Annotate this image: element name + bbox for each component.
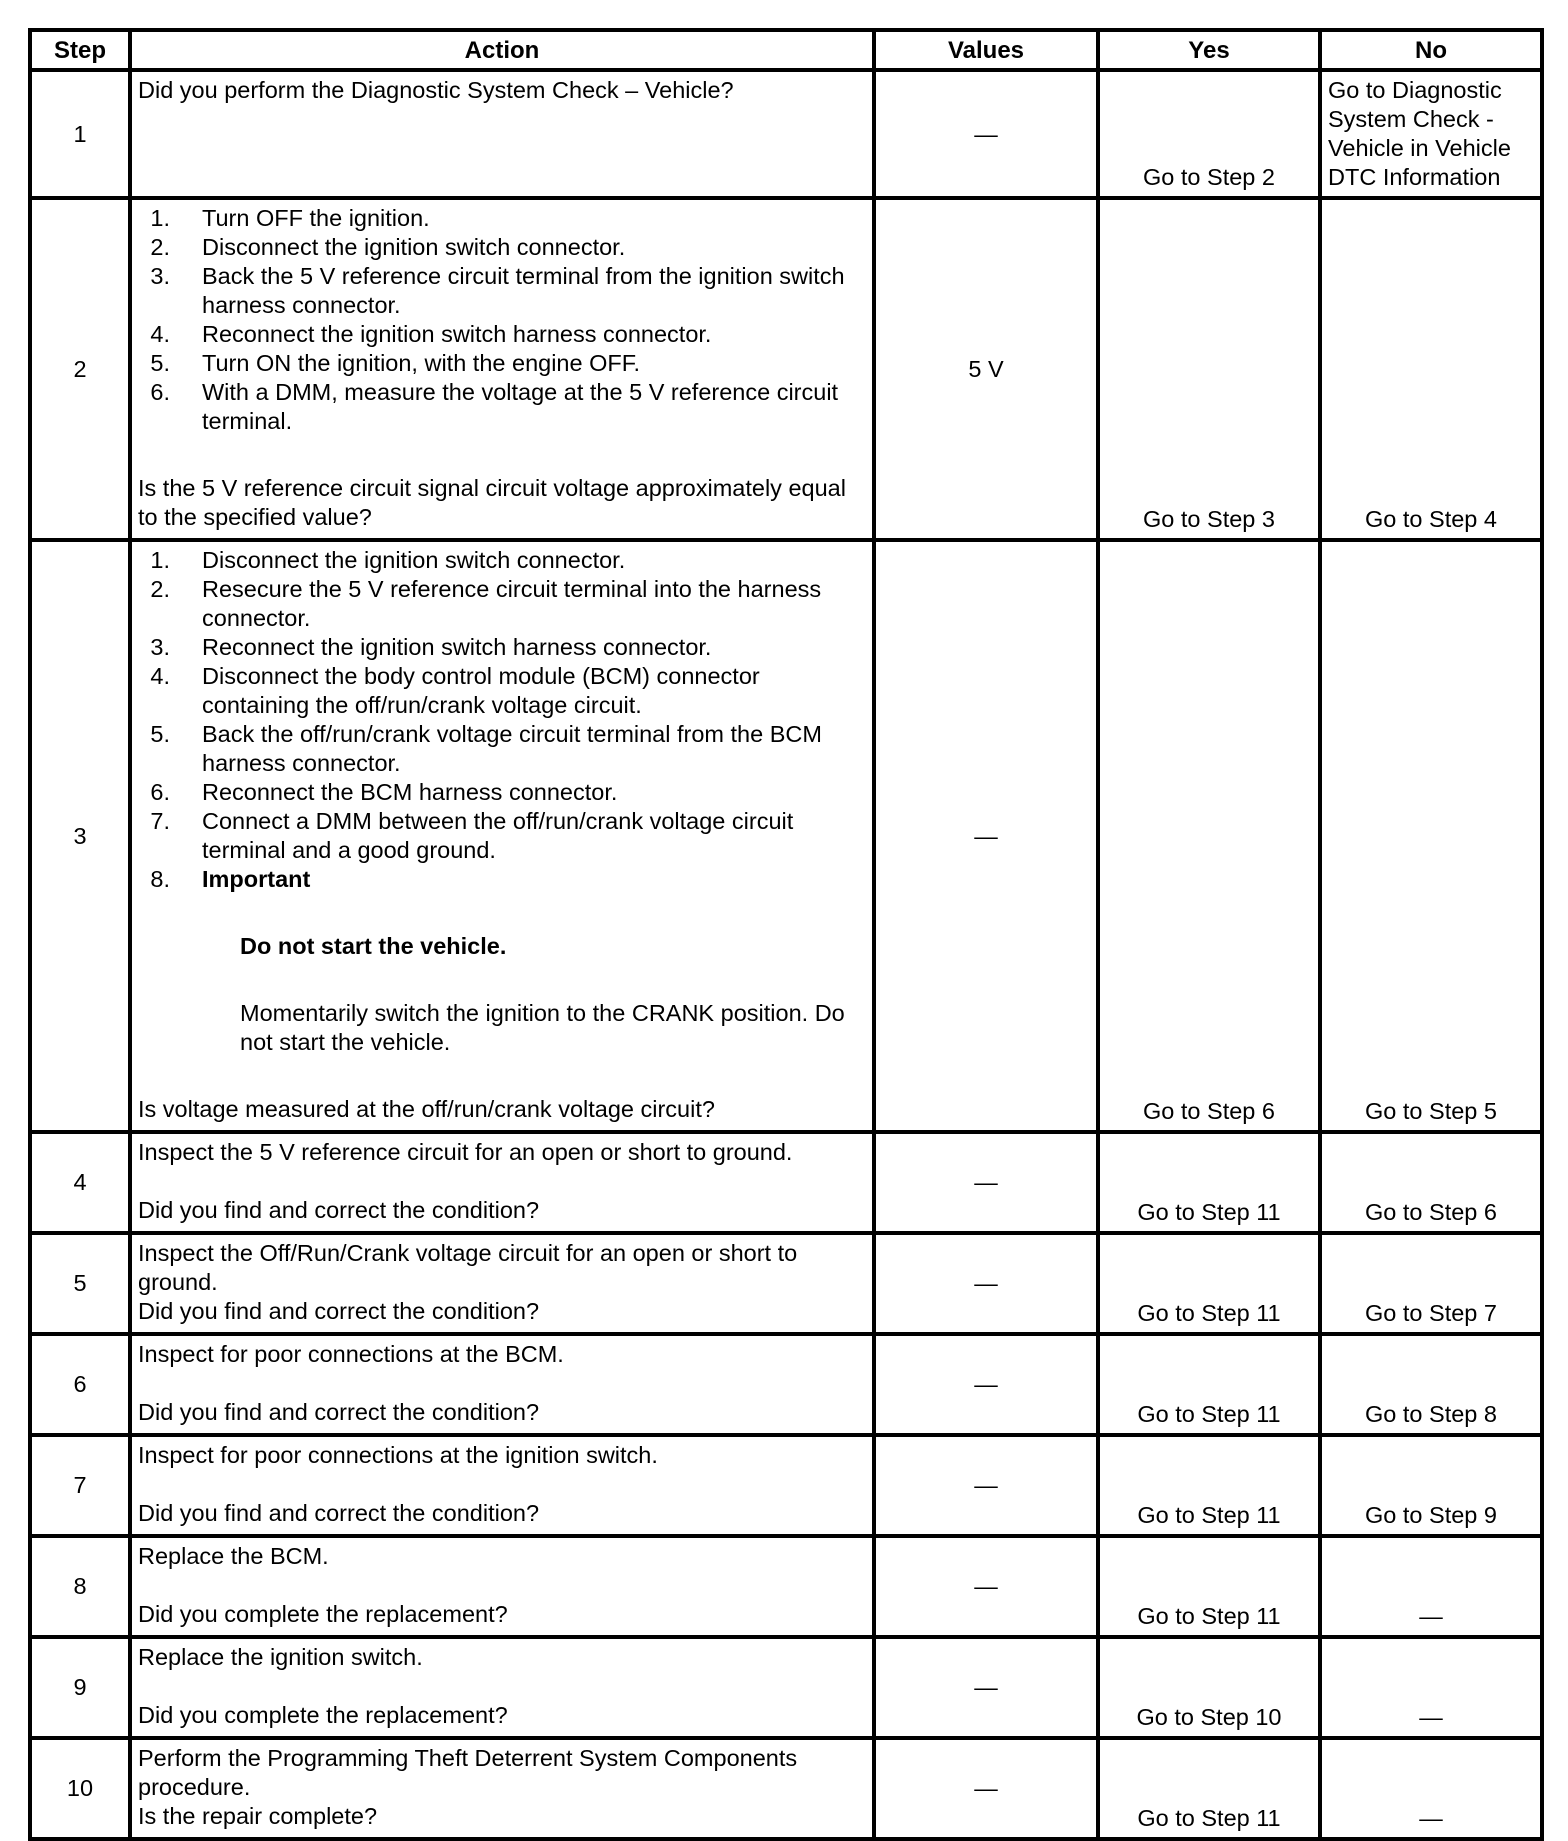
yes-cell: Go to Step 3	[1098, 198, 1320, 540]
item-number: 3.	[150, 634, 170, 660]
value-cell: —	[874, 1233, 1098, 1334]
action-text: Inspect for poor connections at the ignition switch.	[138, 1442, 658, 1468]
action-question: Did you perform the Diagnostic System Check – Vehicle?	[138, 77, 734, 103]
table-row	[30, 1132, 1542, 1233]
no-cell: —	[1320, 1738, 1542, 1839]
yes-cell: Go to Step 11	[1098, 1233, 1320, 1334]
no-cell: Go to Step 6	[1320, 1132, 1542, 1233]
action-question: Did you find and correct the condition?	[138, 1197, 540, 1223]
action-question: Did you find and correct the condition?	[138, 1399, 540, 1425]
table-row	[30, 1536, 1542, 1637]
item-text: Disconnect the ignition switch connector.	[202, 547, 626, 573]
important-label: Important	[202, 866, 311, 892]
no-line: DTC Information	[1328, 164, 1501, 190]
value-cell: —	[874, 1334, 1098, 1435]
item-number: 5.	[150, 721, 170, 747]
table-row	[30, 1637, 1542, 1738]
item-number: 5.	[150, 350, 170, 376]
item-text: With a DMM, measure the voltage at the 5 V reference circuit terminal.	[202, 379, 839, 434]
list-item	[138, 778, 866, 807]
yes-cell: Go to Step 11	[1098, 1435, 1320, 1536]
action-cell	[130, 1233, 874, 1334]
item-number: 4.	[150, 663, 170, 689]
action-cell	[130, 198, 874, 540]
action-text: Replace the ignition switch.	[138, 1644, 423, 1670]
step-number: 6	[30, 1334, 130, 1435]
list-item	[138, 865, 866, 894]
list-item	[138, 262, 866, 320]
value-cell: —	[874, 1435, 1098, 1536]
value-cell: 5 V	[874, 198, 1098, 540]
action-text: Inspect the Off/Run/Crank voltage circuit for an open or short to ground.	[138, 1240, 798, 1295]
action-cell	[130, 70, 874, 198]
table-row	[30, 1738, 1542, 1839]
header-action: Action	[130, 30, 874, 70]
table-row	[30, 198, 1542, 540]
yes-cell: Go to Step 2	[1098, 70, 1320, 198]
list-item	[138, 662, 866, 720]
step-number: 3	[30, 540, 130, 1132]
important-note: Do not start the vehicle.	[240, 933, 507, 959]
item-number: 4.	[150, 321, 170, 347]
yes-cell: Go to Step 6	[1098, 540, 1320, 1132]
value-cell: —	[874, 1637, 1098, 1738]
header-row	[30, 30, 1542, 70]
header-values: Values	[874, 30, 1098, 70]
yes-cell: Go to Step 11	[1098, 1536, 1320, 1637]
table-row	[30, 1233, 1542, 1334]
action-question: Did you find and correct the condition?	[138, 1298, 540, 1324]
action-text: Inspect for poor connections at the BCM.	[138, 1341, 564, 1367]
header-yes: Yes	[1098, 30, 1320, 70]
list-item	[138, 233, 866, 262]
item-text: Resecure the 5 V reference circuit terminal into the harness connector.	[202, 576, 822, 631]
action-question: Did you complete the replacement?	[138, 1702, 508, 1728]
no-cell: Go to Step 7	[1320, 1233, 1542, 1334]
list-item	[138, 546, 866, 575]
action-question: Did you complete the replacement?	[138, 1601, 508, 1627]
no-line: System Check -	[1328, 106, 1494, 132]
list-item	[138, 320, 866, 349]
step-number: 1	[30, 70, 130, 198]
item-number: 2.	[150, 576, 170, 602]
step-number: 10	[30, 1738, 130, 1839]
item-number: 2.	[150, 234, 170, 260]
table-row	[30, 1435, 1542, 1536]
no-cell: Go to Step 8	[1320, 1334, 1542, 1435]
item-number: 8.	[150, 866, 170, 892]
item-text: Back the 5 V reference circuit terminal from the ignition switch harness connector.	[202, 263, 845, 318]
no-cell: —	[1320, 1637, 1542, 1738]
list-item	[138, 575, 866, 633]
list-item	[138, 204, 866, 233]
item-text: Disconnect the body control module (BCM) connector containing the off/run/crank voltage circuit.	[202, 663, 760, 718]
no-line: Go to Diagnostic	[1328, 77, 1502, 103]
yes-cell: Go to Step 11	[1098, 1132, 1320, 1233]
item-text: Turn OFF the ignition.	[202, 205, 430, 231]
important-text: Momentarily switch the ignition to the CRANK position. Do not start the vehicle.	[240, 1000, 845, 1055]
value-cell: —	[874, 1738, 1098, 1839]
step-number: 9	[30, 1637, 130, 1738]
list-item	[138, 633, 866, 662]
action-cell	[130, 1536, 874, 1637]
value-cell: —	[874, 1536, 1098, 1637]
item-text: Reconnect the ignition switch harness connector.	[202, 634, 712, 660]
no-cell: Go to Step 9	[1320, 1435, 1542, 1536]
action-cell	[130, 1637, 874, 1738]
diagnostic-table-page	[28, 28, 1540, 1841]
action-question: Is the 5 V reference circuit signal circuit voltage approximately equal to the specified value?	[138, 475, 846, 530]
value-cell: —	[874, 540, 1098, 1132]
header-step: Step	[30, 30, 130, 70]
step-number: 8	[30, 1536, 130, 1637]
action-cell	[130, 1435, 874, 1536]
item-text: Back the off/run/crank voltage circuit terminal from the BCM harness connector.	[202, 721, 822, 776]
item-text: Reconnect the ignition switch harness connector.	[202, 321, 712, 347]
value-cell: —	[874, 1132, 1098, 1233]
item-text: Reconnect the BCM harness connector.	[202, 779, 618, 805]
item-text: Connect a DMM between the off/run/crank voltage circuit terminal and a good ground.	[202, 808, 794, 863]
list-item	[138, 720, 866, 778]
list-item	[138, 349, 866, 378]
list-item	[138, 807, 866, 865]
header-no: No	[1320, 30, 1542, 70]
action-question: Is the repair complete?	[138, 1803, 378, 1829]
step-number: 5	[30, 1233, 130, 1334]
item-number: 7.	[150, 808, 170, 834]
no-cell: Go to Step 4	[1320, 198, 1542, 540]
yes-cell: Go to Step 11	[1098, 1334, 1320, 1435]
action-text: Inspect the 5 V reference circuit for an open or short to ground.	[138, 1139, 793, 1165]
diagnostic-steps-table	[28, 28, 1544, 1841]
action-cell	[130, 1334, 874, 1435]
item-number: 3.	[150, 263, 170, 289]
no-cell: Go to Step 5	[1320, 540, 1542, 1132]
item-number: 6.	[150, 379, 170, 405]
action-cell	[130, 540, 874, 1132]
table-row	[30, 540, 1542, 1132]
value-cell: —	[874, 70, 1098, 198]
action-text: Replace the BCM.	[138, 1543, 329, 1569]
table-row	[30, 1334, 1542, 1435]
item-text: Disconnect the ignition switch connector.	[202, 234, 626, 260]
action-question: Is voltage measured at the off/run/crank voltage circuit?	[138, 1096, 715, 1122]
list-item	[138, 378, 866, 436]
yes-cell: Go to Step 11	[1098, 1738, 1320, 1839]
step-number: 7	[30, 1435, 130, 1536]
item-text: Turn ON the ignition, with the engine OFF.	[202, 350, 641, 376]
yes-cell: Go to Step 10	[1098, 1637, 1320, 1738]
no-line: Vehicle in Vehicle	[1328, 135, 1511, 161]
no-cell: —	[1320, 1536, 1542, 1637]
action-question: Did you find and correct the condition?	[138, 1500, 540, 1526]
action-cell	[130, 1738, 874, 1839]
action-cell	[130, 1132, 874, 1233]
step-number: 4	[30, 1132, 130, 1233]
item-number: 1.	[150, 547, 170, 573]
table-row	[30, 70, 1542, 198]
no-cell	[1320, 70, 1542, 198]
item-number: 1.	[150, 205, 170, 231]
action-text: Perform the Programming Theft Deterrent System Components procedure.	[138, 1745, 798, 1800]
item-number: 6.	[150, 779, 170, 805]
step-number: 2	[30, 198, 130, 540]
